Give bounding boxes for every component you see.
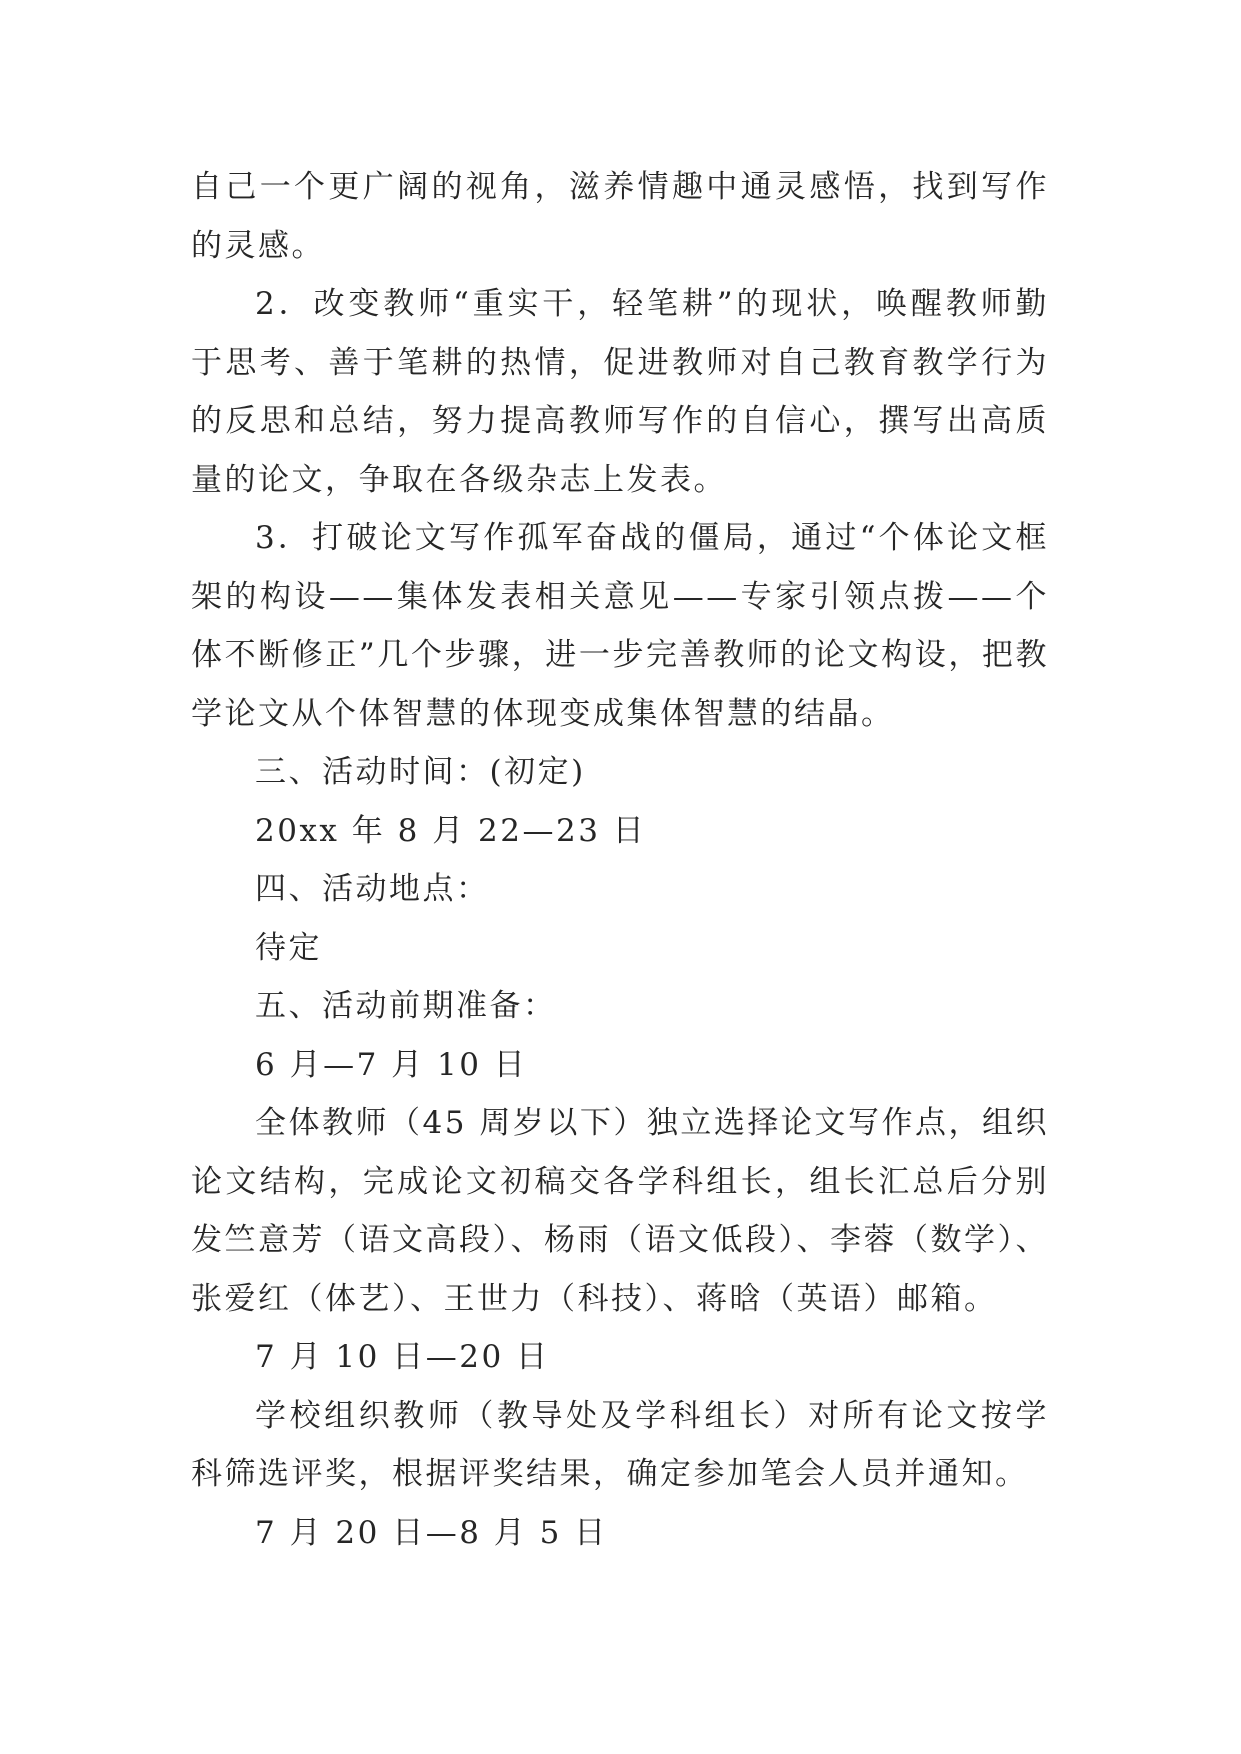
schedule-period-1: 6 月—7 月 10 日 [255,1046,528,1083]
activity-location-value: 待定 [255,929,322,966]
paragraph-inspiration: 自己一个更广阔的视角，滋养情趣中通灵感悟，找到写作的灵感。 [191,169,1049,264]
activity-date: 20xx 年 8 月 22—23 日 [255,812,647,849]
paragraph-goal-3: 3．打破论文写作孤军奋战的僵局，通过“个体论文框架的构设——集体发表相关意见——专家引领点拨——个体不断修正”几个步骤，进一步完善教师的论文构设，把教学论文从个体智慧的体现变成集体智慧的结晶。 [191,520,1049,732]
schedule-detail-1: 全体教师（45 周岁以下）独立选择论文写作点，组织论文结构，完成论文初稿交各学科组长，组长汇总后分别发竺意芳（语文高段）、杨雨（语文低段）、李蓉（数学）、张爱红（体艺）、王世力（科技）、蒋晗（英语）邮箱。 [191,1105,1049,1317]
schedule-period-3: 7 月 20 日—8 月 5 日 [255,1514,608,1551]
heading-activity-time: 三、活动时间：(初定) [255,754,586,790]
heading-activity-location: 四、活动地点： [255,871,490,907]
document-body [191,158,1049,1562]
heading-preparation: 五、活动前期准备： [255,988,557,1024]
schedule-period-2: 7 月 10 日—20 日 [255,1339,550,1375]
schedule-detail-2: 学校组织教师（教导处及学科组长）对所有论文按学科筛选评奖，根据评奖结果，确定参加笔会人员并通知。 [191,1397,1049,1492]
paragraph-goal-2: 2．改变教师“重实干，轻笔耕”的现状，唤醒教师勤于思考、善于笔耕的热情，促进教师对自己教育教学行为的反思和总结，努力提高教师写作的自信心，撰写出高质量的论文，争取在各级杂志上发表。 [191,286,1049,498]
